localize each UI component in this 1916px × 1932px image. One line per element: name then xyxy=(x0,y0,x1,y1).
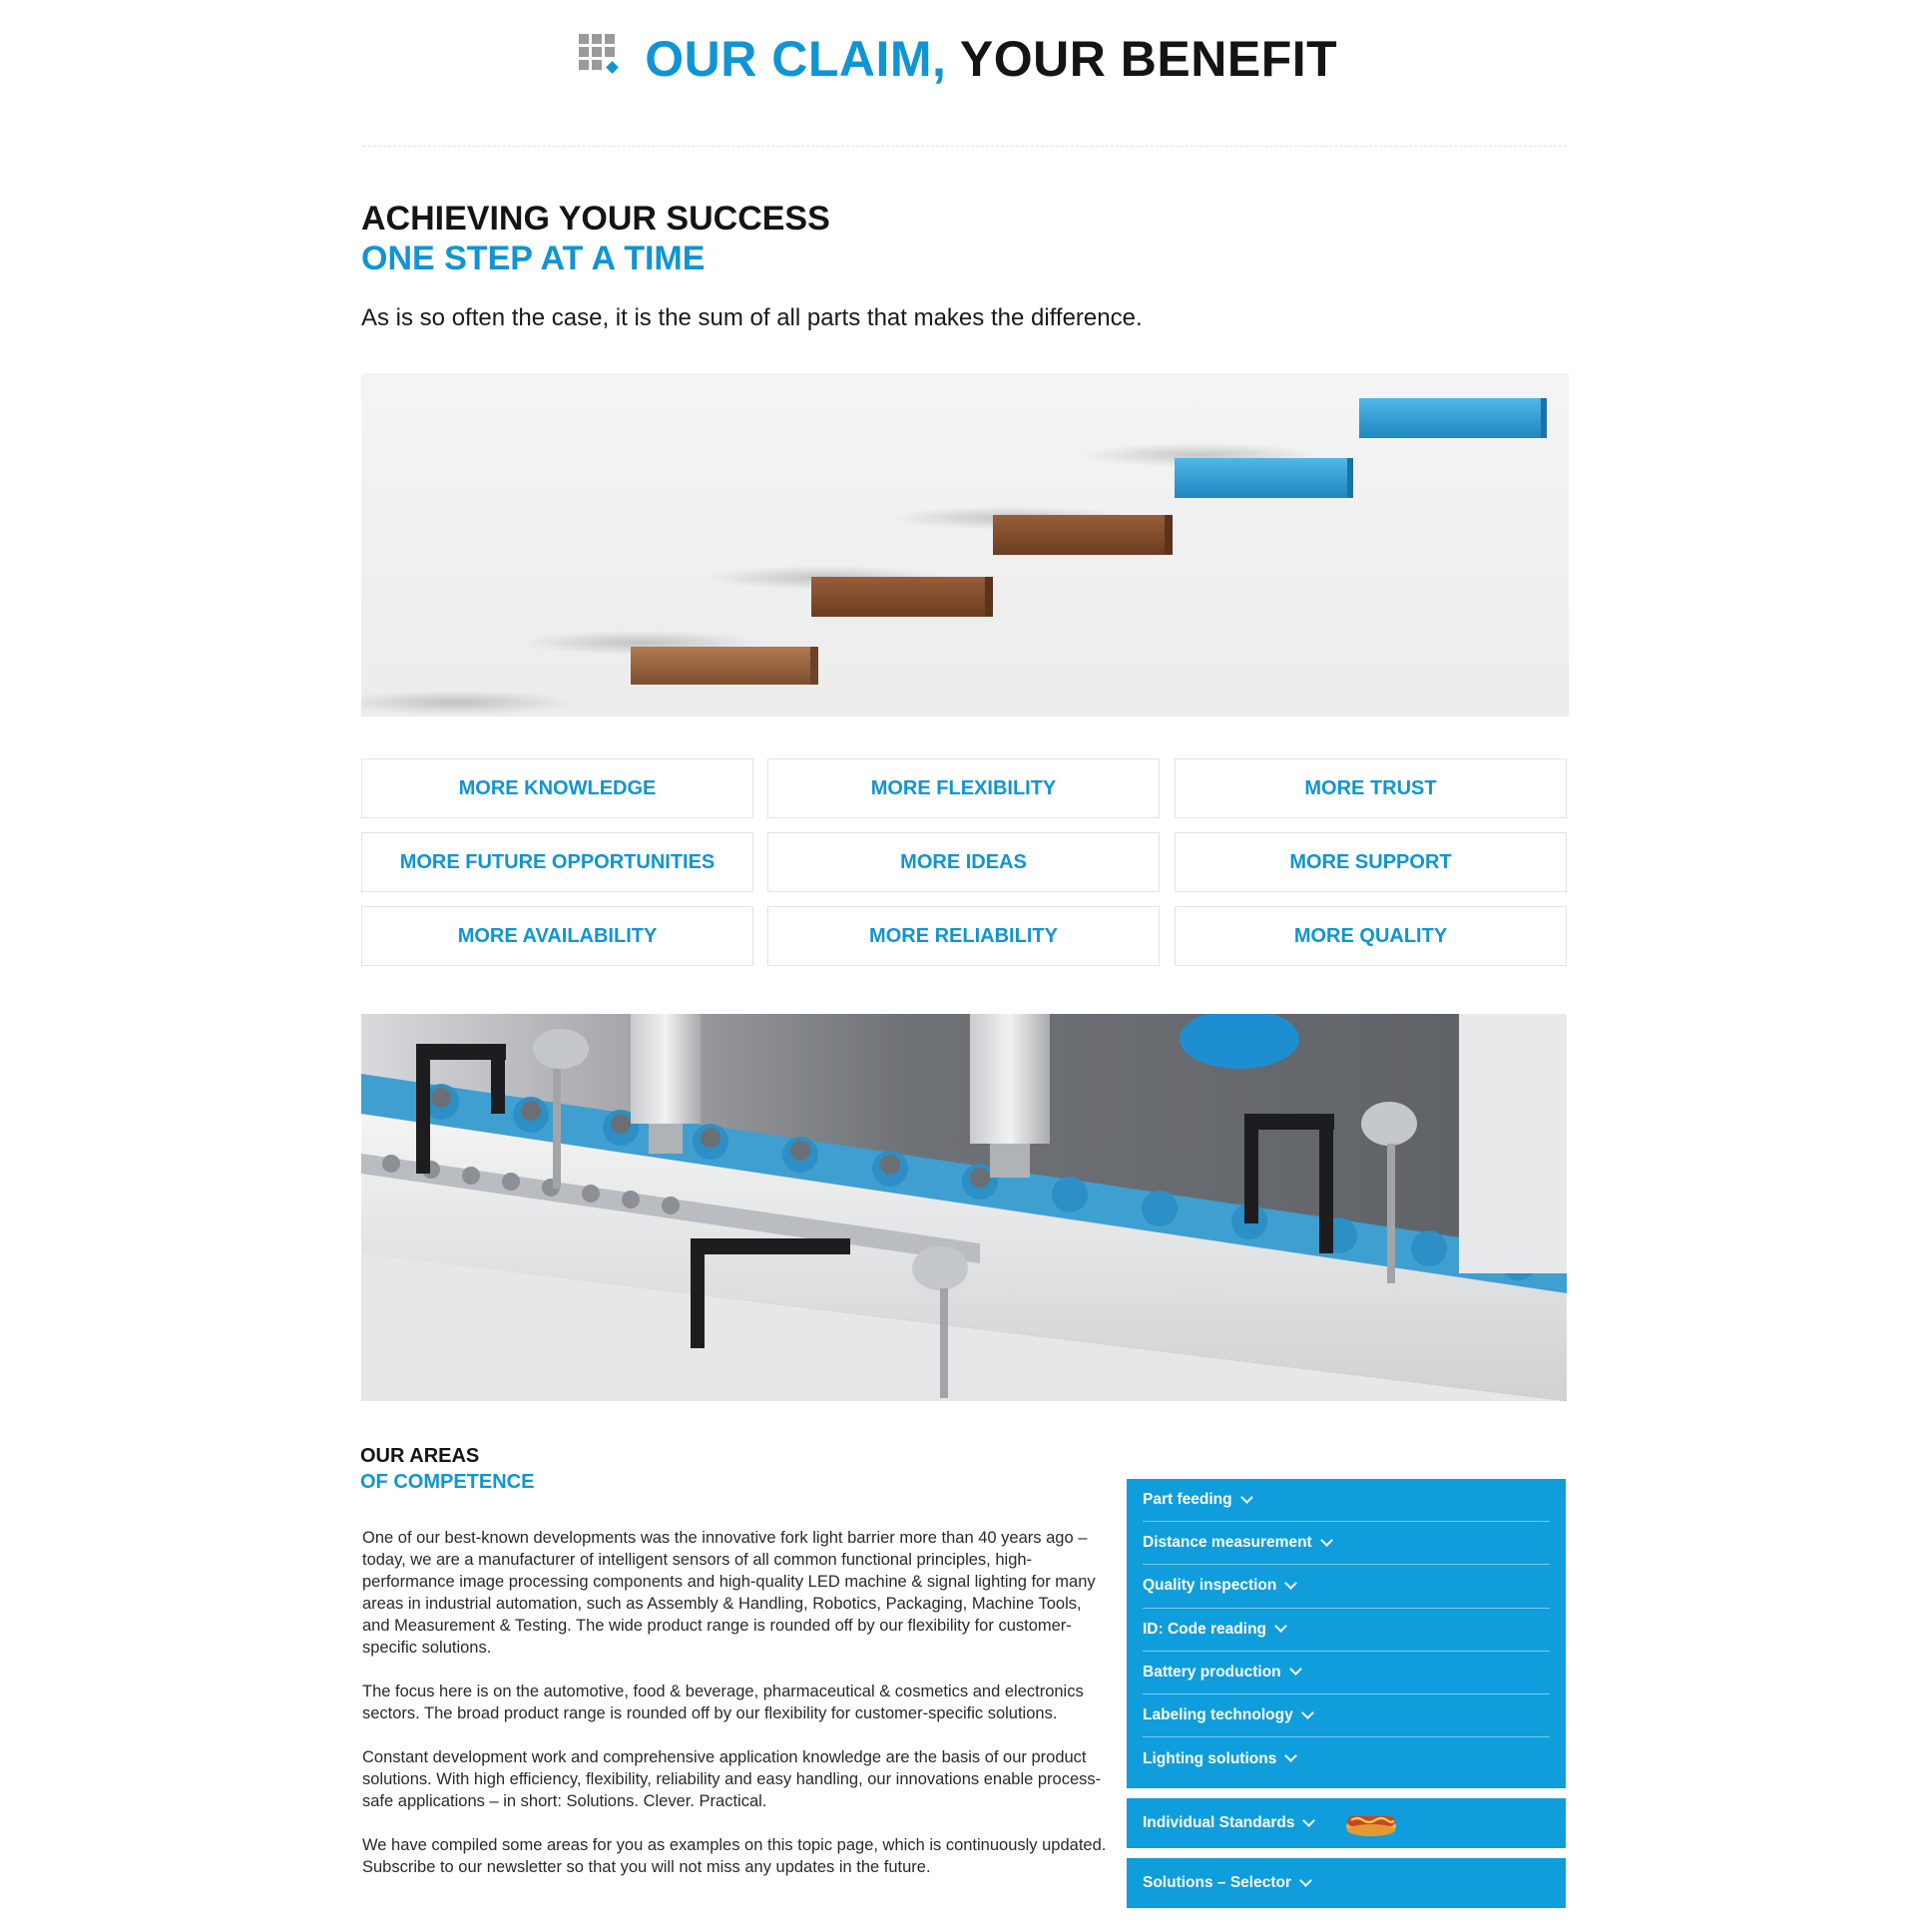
page-title xyxy=(0,30,1916,92)
benefit-availability: MORE AVAILABILITY xyxy=(361,906,753,966)
lead-text: As is so often the case, it is the sum of all parts that makes the difference. xyxy=(361,304,1143,331)
grid-logo-icon xyxy=(579,28,619,86)
nav-item-part-feeding[interactable] xyxy=(1143,1479,1550,1522)
areas-heading-line-1: OUR AREAS xyxy=(360,1445,480,1467)
factory-image xyxy=(361,1014,1567,1401)
nav-individual-standards[interactable] xyxy=(1127,1798,1566,1848)
nav-item-code-reading[interactable] xyxy=(1143,1609,1550,1652)
benefit-future-opportunities: MORE FUTURE OPPORTUNITIES xyxy=(361,832,753,892)
headline-line-2: ONE STEP AT A TIME xyxy=(361,240,706,277)
areas-paragraph: One of our best-known developments was the innovative fork light barrier more than 40 years ago – today, we are a manufacturer of intelligent sensors of all common functional principles, high-performance image processing components and high-quality LED machine & signal lighting for many areas in industrial automation, such as Assembly & Handling, Robotics, Packaging, Machine Tools, and Measurement & Testing. The wide product range is rounded off by our flexibility for customer-specific solutions. xyxy=(362,1529,1096,1657)
nav-item-label: Lighting solutions xyxy=(1143,1749,1277,1767)
divider xyxy=(363,146,1567,147)
benefit-ideas: MORE IDEAS xyxy=(767,832,1160,892)
benefit-quality: MORE QUALITY xyxy=(1175,906,1567,966)
chevron-down-icon xyxy=(1320,1534,1333,1547)
benefit-support: MORE SUPPORT xyxy=(1175,832,1567,892)
headline-line-1: ACHIEVING YOUR SUCCESS xyxy=(361,200,830,238)
areas-heading-line-2: OF COMPETENCE xyxy=(360,1471,535,1493)
chevron-down-icon xyxy=(1284,1577,1297,1590)
nav-item-label: Battery production xyxy=(1143,1663,1281,1681)
stairs-image xyxy=(361,373,1569,717)
nav-item-label: Solutions – Selector xyxy=(1143,1874,1292,1891)
benefits-grid xyxy=(361,758,1569,968)
solutions-nav xyxy=(1127,1479,1566,1788)
nav-item-label: Individual Standards xyxy=(1143,1814,1295,1831)
nav-item-labeling-technology[interactable] xyxy=(1143,1694,1550,1737)
chevron-down-icon xyxy=(1284,1749,1297,1762)
nav-item-label: Part feeding xyxy=(1143,1491,1232,1509)
chevron-down-icon xyxy=(1299,1874,1312,1887)
title-claim: OUR CLAIM, xyxy=(645,31,947,87)
chevron-down-icon xyxy=(1274,1620,1287,1633)
chevron-down-icon xyxy=(1303,1814,1316,1827)
benefit-reliability: MORE RELIABILITY xyxy=(767,906,1160,966)
areas-body xyxy=(362,1527,1111,1900)
chevron-down-icon xyxy=(1301,1706,1314,1719)
benefit-flexibility: MORE FLEXIBILITY xyxy=(767,758,1160,818)
chevron-down-icon xyxy=(1289,1663,1302,1676)
nav-item-distance-measurement[interactable] xyxy=(1143,1522,1550,1565)
benefit-trust: MORE TRUST xyxy=(1175,758,1567,818)
nav-item-label: Labeling technology xyxy=(1143,1706,1293,1724)
nav-solutions-selector[interactable] xyxy=(1127,1858,1566,1908)
nav-item-label: Distance measurement xyxy=(1143,1534,1312,1552)
benefit-knowledge: MORE KNOWLEDGE xyxy=(361,758,753,818)
hotdog-icon xyxy=(1343,1804,1399,1843)
nav-item-battery-production[interactable] xyxy=(1143,1652,1550,1694)
areas-paragraph: Constant development work and comprehensive application knowledge are the basis of our product solutions. With high efficiency, flexibility, reliability and easy handling, our innovations enable process-safe applications – in short: Solutions. Clever. Practical. xyxy=(362,1748,1102,1810)
title-benefit: YOUR BENEFIT xyxy=(959,31,1338,87)
chevron-down-icon xyxy=(1240,1491,1253,1504)
nav-item-quality-inspection[interactable] xyxy=(1143,1565,1550,1608)
nav-item-label: Quality inspection xyxy=(1143,1577,1277,1595)
areas-paragraph: The focus here is on the automotive, food & beverage, pharmaceutical & cosmetics and electronics sectors. The broad product range is rounded off by our flexibility for customer-specific solutions. xyxy=(362,1683,1084,1722)
areas-paragraph: We have compiled some areas for you as examples on this topic page, which is continuously updated. Subscribe to our newsletter so that you will not miss any updates in the future. xyxy=(362,1836,1107,1876)
nav-item-lighting-solutions[interactable] xyxy=(1143,1737,1550,1780)
nav-item-label: ID: Code reading xyxy=(1143,1620,1267,1638)
